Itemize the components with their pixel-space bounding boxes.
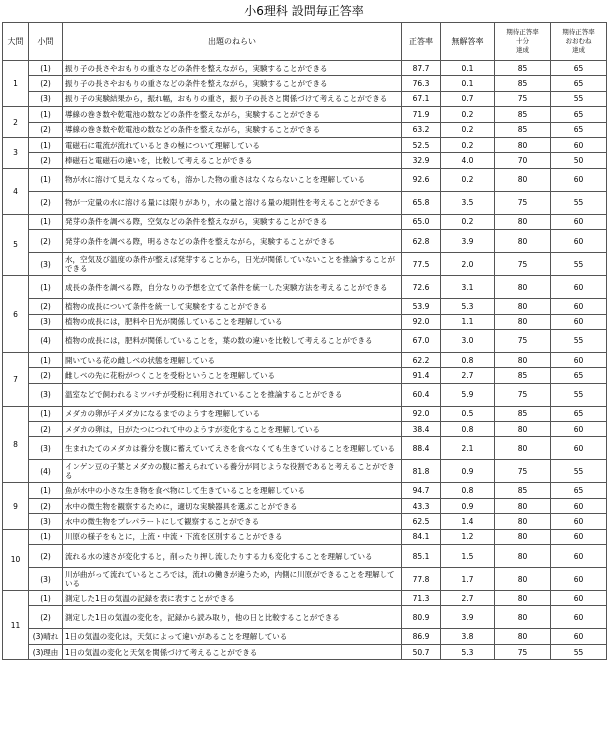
table-row <box>3 545 607 568</box>
minor-question-number: (1) <box>29 214 63 229</box>
correct-rate: 67.1 <box>402 91 441 106</box>
question-aim: 物が水に溶けて見えなくなっても，溶かした物の重さはなくならないことを理解している <box>63 168 402 191</box>
expected-rate-full: 80 <box>495 352 551 367</box>
no-answer-rate: 3.5 <box>441 191 495 214</box>
header-expected-general-line1: 期待正答率 <box>562 28 595 36</box>
minor-question-number: (3) <box>29 253 63 276</box>
table-row <box>3 214 607 229</box>
question-aim: 棒磁石と電磁石の違いを，比較して考えることができる <box>63 153 402 168</box>
question-aim: 発芽の条件を調べる際，空気などの条件を整えながら，実験することができる <box>63 214 402 229</box>
no-answer-rate: 3.9 <box>441 606 495 629</box>
question-aim: 振り子の実験結果から，振れ幅，おもりの重さ，振り子の長さと関係づけて考えることができる <box>63 91 402 106</box>
question-aim: 植物の成長には，肥料が関係していることを，葉の数の違いを比較して考えることができる <box>63 329 402 352</box>
header-expected-full-line3: 達成 <box>516 46 529 54</box>
table-row <box>3 498 607 513</box>
expected-rate-general: 65 <box>551 76 607 91</box>
no-answer-rate: 0.9 <box>441 460 495 483</box>
table-row <box>3 460 607 483</box>
minor-question-number: (1) <box>29 529 63 544</box>
header-no-answer-rate: 無解答率 <box>441 23 495 61</box>
correct-rate: 32.9 <box>402 153 441 168</box>
correct-rate: 62.2 <box>402 352 441 367</box>
no-answer-rate: 2.7 <box>441 591 495 606</box>
correct-rate: 77.8 <box>402 568 441 591</box>
no-answer-rate: 0.2 <box>441 168 495 191</box>
expected-rate-general: 65 <box>551 122 607 137</box>
minor-question-number: (3) <box>29 383 63 406</box>
no-answer-rate: 0.8 <box>441 422 495 437</box>
expected-rate-full: 80 <box>495 514 551 529</box>
expected-rate-general: 60 <box>551 498 607 513</box>
question-aim: 測定した1日の気温の変化を，記録から読み取り，他の日と比較することができる <box>63 606 402 629</box>
expected-rate-general: 65 <box>551 406 607 421</box>
expected-rate-full: 85 <box>495 61 551 76</box>
table-row <box>3 629 607 644</box>
expected-rate-general: 60 <box>551 168 607 191</box>
expected-rate-full: 75 <box>495 383 551 406</box>
minor-question-number: (1) <box>29 352 63 367</box>
correct-rate: 71.9 <box>402 107 441 122</box>
table-row <box>3 329 607 352</box>
correct-rate: 84.1 <box>402 529 441 544</box>
expected-rate-general: 60 <box>551 230 607 253</box>
table-row <box>3 230 607 253</box>
question-aim: 温室などで飼われるミツバチが受粉に利用されていることを推論することができる <box>63 383 402 406</box>
correct-rate: 80.9 <box>402 606 441 629</box>
table-row <box>3 483 607 498</box>
question-aim: メダカの卵は，日がたつにつれて中のようすが変化することを理解している <box>63 422 402 437</box>
table-row <box>3 368 607 383</box>
correct-rate: 92.0 <box>402 314 441 329</box>
expected-rate-full: 80 <box>495 568 551 591</box>
table-row <box>3 153 607 168</box>
minor-question-number: (2) <box>29 153 63 168</box>
table-row <box>3 191 607 214</box>
no-answer-rate: 0.2 <box>441 107 495 122</box>
major-question-number: 8 <box>3 406 29 483</box>
no-answer-rate: 0.2 <box>441 214 495 229</box>
question-aim: 川が曲がって流れているところでは，流れの働きが違うため，内側に川原ができることを理解している <box>63 568 402 591</box>
expected-rate-general: 60 <box>551 352 607 367</box>
score-table-body <box>3 61 607 660</box>
minor-question-number: (3) <box>29 91 63 106</box>
correct-rate: 62.8 <box>402 230 441 253</box>
minor-question-number: (1) <box>29 168 63 191</box>
table-row <box>3 168 607 191</box>
expected-rate-full: 75 <box>495 460 551 483</box>
correct-rate: 87.7 <box>402 61 441 76</box>
no-answer-rate: 0.9 <box>441 498 495 513</box>
minor-question-number: (2) <box>29 422 63 437</box>
expected-rate-full: 85 <box>495 406 551 421</box>
header-minor: 小問 <box>29 23 63 61</box>
expected-rate-full: 70 <box>495 153 551 168</box>
table-row <box>3 422 607 437</box>
minor-question-number: (1) <box>29 107 63 122</box>
no-answer-rate: 0.1 <box>441 61 495 76</box>
expected-rate-general: 60 <box>551 314 607 329</box>
minor-question-number: (2) <box>29 230 63 253</box>
question-aim: メダカの卵が子メダカになるまでのようすを理解している <box>63 406 402 421</box>
minor-question-number: (4) <box>29 329 63 352</box>
correct-rate: 53.9 <box>402 299 441 314</box>
no-answer-rate: 2.7 <box>441 368 495 383</box>
minor-question-number: (1) <box>29 276 63 299</box>
table-row <box>3 437 607 460</box>
expected-rate-general: 55 <box>551 644 607 659</box>
minor-question-number: (1) <box>29 591 63 606</box>
no-answer-rate: 0.5 <box>441 406 495 421</box>
expected-rate-general: 60 <box>551 514 607 529</box>
expected-rate-general: 60 <box>551 137 607 152</box>
major-question-number: 7 <box>3 352 29 406</box>
expected-rate-general: 60 <box>551 422 607 437</box>
minor-question-number: (2) <box>29 606 63 629</box>
expected-rate-full: 80 <box>495 168 551 191</box>
question-aim: 振り子の長さやおもりの重さなどの条件を整えながら，実験することができる <box>63 76 402 91</box>
table-row <box>3 406 607 421</box>
table-row <box>3 383 607 406</box>
header-major: 大問 <box>3 23 29 61</box>
expected-rate-full: 80 <box>495 214 551 229</box>
expected-rate-full: 80 <box>495 437 551 460</box>
no-answer-rate: 5.3 <box>441 644 495 659</box>
header-expected-general <box>551 23 607 61</box>
expected-rate-full: 85 <box>495 368 551 383</box>
no-answer-rate: 2.0 <box>441 253 495 276</box>
no-answer-rate: 0.8 <box>441 352 495 367</box>
question-aim: 植物の成長には，肥料や日光が関係していることを理解している <box>63 314 402 329</box>
expected-rate-full: 75 <box>495 191 551 214</box>
major-question-number: 5 <box>3 214 29 275</box>
no-answer-rate: 0.7 <box>441 91 495 106</box>
header-correct-rate: 正答率 <box>402 23 441 61</box>
correct-rate: 62.5 <box>402 514 441 529</box>
no-answer-rate: 0.2 <box>441 122 495 137</box>
correct-rate: 65.0 <box>402 214 441 229</box>
expected-rate-full: 75 <box>495 253 551 276</box>
no-answer-rate: 1.4 <box>441 514 495 529</box>
major-question-number: 6 <box>3 276 29 353</box>
correct-rate: 50.7 <box>402 644 441 659</box>
correct-rate: 92.6 <box>402 168 441 191</box>
expected-rate-full: 80 <box>495 314 551 329</box>
minor-question-number: (3) <box>29 568 63 591</box>
expected-rate-full: 75 <box>495 644 551 659</box>
header-expected-general-line2: おおむね <box>565 37 592 45</box>
no-answer-rate: 3.8 <box>441 629 495 644</box>
minor-question-number: (3) <box>29 437 63 460</box>
expected-rate-general: 55 <box>551 383 607 406</box>
minor-question-number: (1) <box>29 483 63 498</box>
correct-rate: 86.9 <box>402 629 441 644</box>
expected-rate-full: 80 <box>495 591 551 606</box>
table-row <box>3 107 607 122</box>
correct-rate: 76.3 <box>402 76 441 91</box>
minor-question-number: (2) <box>29 76 63 91</box>
question-aim: 測定した1日の気温の記録を表に表すことができる <box>63 591 402 606</box>
question-aim: 1日の気温の変化と天気を関係づけて考えることができる <box>63 644 402 659</box>
expected-rate-general: 60 <box>551 629 607 644</box>
minor-question-number: (1) <box>29 61 63 76</box>
correct-rate: 91.4 <box>402 368 441 383</box>
no-answer-rate: 5.9 <box>441 383 495 406</box>
no-answer-rate: 1.7 <box>441 568 495 591</box>
major-question-number: 11 <box>3 591 29 660</box>
no-answer-rate: 0.1 <box>441 76 495 91</box>
minor-question-number: (1) <box>29 137 63 152</box>
table-row <box>3 276 607 299</box>
expected-rate-general: 65 <box>551 483 607 498</box>
no-answer-rate: 1.2 <box>441 529 495 544</box>
question-aim: 川原の様子をもとに，上流・中流・下流を区別することができる <box>63 529 402 544</box>
question-aim: 生まれたてのメダカは養分を腹に蓄えていてえさを食べなくても生きていけることを理解している <box>63 437 402 460</box>
question-aim: 1日の気温の変化は，天気によって違いがあることを理解している <box>63 629 402 644</box>
table-row <box>3 253 607 276</box>
expected-rate-full: 80 <box>495 230 551 253</box>
expected-rate-full: 80 <box>495 629 551 644</box>
minor-question-number: (2) <box>29 191 63 214</box>
expected-rate-general: 65 <box>551 61 607 76</box>
minor-question-number: (2) <box>29 368 63 383</box>
expected-rate-full: 80 <box>495 422 551 437</box>
expected-rate-full: 85 <box>495 107 551 122</box>
expected-rate-full: 85 <box>495 76 551 91</box>
header-expected-general-line3: 達成 <box>572 46 585 54</box>
header-expected-full-line1: 期待正答率 <box>506 28 539 36</box>
correct-rate: 77.5 <box>402 253 441 276</box>
correct-rate: 94.7 <box>402 483 441 498</box>
page-title: 小6理科 設問毎正答率 <box>244 4 364 18</box>
correct-rate: 43.3 <box>402 498 441 513</box>
correct-rate: 92.0 <box>402 406 441 421</box>
expected-rate-full: 80 <box>495 545 551 568</box>
major-question-number: 4 <box>3 168 29 214</box>
table-row <box>3 606 607 629</box>
no-answer-rate: 0.8 <box>441 483 495 498</box>
table-row <box>3 61 607 76</box>
table-row <box>3 568 607 591</box>
question-aim: 成長の条件を調べる際，自分なりの予想を立てて条件を統一した実験方法を考えることができる <box>63 276 402 299</box>
table-row <box>3 644 607 659</box>
question-aim: 流れる水の速さが変化すると，削ったり押し流したりする力も変化することを理解している <box>63 545 402 568</box>
question-aim: 導線の巻き数や乾電池の数などの条件を整えながら，実験することができる <box>63 122 402 137</box>
minor-question-number: (2) <box>29 122 63 137</box>
correct-rate: 63.2 <box>402 122 441 137</box>
expected-rate-full: 80 <box>495 137 551 152</box>
table-row <box>3 514 607 529</box>
correct-rate: 65.8 <box>402 191 441 214</box>
minor-question-number: (4) <box>29 460 63 483</box>
correct-rate: 88.4 <box>402 437 441 460</box>
no-answer-rate: 2.1 <box>441 437 495 460</box>
minor-question-number: (3) <box>29 314 63 329</box>
expected-rate-full: 80 <box>495 529 551 544</box>
expected-rate-general: 55 <box>551 460 607 483</box>
correct-rate: 71.3 <box>402 591 441 606</box>
table-row <box>3 122 607 137</box>
table-header-row <box>3 23 607 61</box>
minor-question-number: (3)晴れ <box>29 629 63 644</box>
expected-rate-full: 80 <box>495 299 551 314</box>
minor-question-number: (2) <box>29 498 63 513</box>
expected-rate-full: 75 <box>495 91 551 106</box>
question-aim: 物が一定量の水に溶ける量には限りがあり，水の量と溶ける量の規則性を考えることができる <box>63 191 402 214</box>
question-aim: 水中の微生物を観察するために，適切な実験器具を選ぶことができる <box>63 498 402 513</box>
table-row <box>3 76 607 91</box>
expected-rate-full: 85 <box>495 122 551 137</box>
question-aim: 水中の微生物をプレパラートにして観察することができる <box>63 514 402 529</box>
expected-rate-general: 60 <box>551 591 607 606</box>
header-expected-full-line2: 十分 <box>516 37 529 45</box>
score-table <box>2 22 607 660</box>
minor-question-number: (1) <box>29 406 63 421</box>
no-answer-rate: 3.0 <box>441 329 495 352</box>
no-answer-rate: 3.1 <box>441 276 495 299</box>
expected-rate-full: 75 <box>495 329 551 352</box>
expected-rate-general: 55 <box>551 253 607 276</box>
minor-question-number: (3) <box>29 514 63 529</box>
expected-rate-full: 80 <box>495 276 551 299</box>
table-row <box>3 591 607 606</box>
correct-rate: 60.4 <box>402 383 441 406</box>
question-aim: 導線の巻き数や乾電池の数などの条件を整えながら，実験することができる <box>63 107 402 122</box>
expected-rate-general: 60 <box>551 276 607 299</box>
no-answer-rate: 1.1 <box>441 314 495 329</box>
expected-rate-general: 60 <box>551 545 607 568</box>
correct-rate: 72.6 <box>402 276 441 299</box>
question-aim: 電磁石に電流が流れているときの極について理解している <box>63 137 402 152</box>
expected-rate-general: 60 <box>551 529 607 544</box>
question-aim: インゲン豆の子葉とメダカの腹に蓄えられている養分が同じような役割であると考えることができる <box>63 460 402 483</box>
expected-rate-general: 60 <box>551 299 607 314</box>
major-question-number: 3 <box>3 137 29 168</box>
minor-question-number: (3)理由 <box>29 644 63 659</box>
question-aim: 発芽の条件を調べる際，明るさなどの条件を整えながら，実験することができる <box>63 230 402 253</box>
question-aim: 植物の成長について条件を統一して実験をすることができる <box>63 299 402 314</box>
header-expected-full <box>495 23 551 61</box>
correct-rate: 52.5 <box>402 137 441 152</box>
question-aim: 振り子の長さやおもりの重さなどの条件を整えながら，実験することができる <box>63 61 402 76</box>
table-row <box>3 91 607 106</box>
no-answer-rate: 5.3 <box>441 299 495 314</box>
correct-rate: 38.4 <box>402 422 441 437</box>
expected-rate-general: 55 <box>551 91 607 106</box>
minor-question-number: (2) <box>29 299 63 314</box>
no-answer-rate: 1.5 <box>441 545 495 568</box>
expected-rate-general: 65 <box>551 107 607 122</box>
correct-rate: 67.0 <box>402 329 441 352</box>
table-row <box>3 529 607 544</box>
no-answer-rate: 4.0 <box>441 153 495 168</box>
table-row <box>3 314 607 329</box>
major-question-number: 9 <box>3 483 29 529</box>
expected-rate-full: 85 <box>495 483 551 498</box>
expected-rate-full: 80 <box>495 498 551 513</box>
header-aim: 出題のねらい <box>63 23 402 61</box>
minor-question-number: (2) <box>29 545 63 568</box>
expected-rate-general: 60 <box>551 437 607 460</box>
correct-rate: 85.1 <box>402 545 441 568</box>
expected-rate-general: 50 <box>551 153 607 168</box>
expected-rate-general: 60 <box>551 214 607 229</box>
major-question-number: 1 <box>3 61 29 107</box>
correct-rate: 81.8 <box>402 460 441 483</box>
major-question-number: 10 <box>3 529 29 590</box>
question-aim: 雌しべの先に花粉がつくことを受粉ということを理解している <box>63 368 402 383</box>
question-aim: 魚が水中の小さな生き物を食べ物にして生きていることを理解している <box>63 483 402 498</box>
table-row <box>3 137 607 152</box>
expected-rate-general: 65 <box>551 368 607 383</box>
expected-rate-general: 60 <box>551 568 607 591</box>
question-aim: 水，空気及び温度の条件が整えば発芽することから，日光が関係していないことを推論することができる <box>63 253 402 276</box>
expected-rate-general: 60 <box>551 606 607 629</box>
table-row <box>3 299 607 314</box>
expected-rate-general: 55 <box>551 329 607 352</box>
question-aim: 開いている花の雌しべの状態を理解している <box>63 352 402 367</box>
no-answer-rate: 0.2 <box>441 137 495 152</box>
no-answer-rate: 3.9 <box>441 230 495 253</box>
expected-rate-general: 55 <box>551 191 607 214</box>
major-question-number: 2 <box>3 107 29 138</box>
expected-rate-full: 80 <box>495 606 551 629</box>
table-row <box>3 352 607 367</box>
